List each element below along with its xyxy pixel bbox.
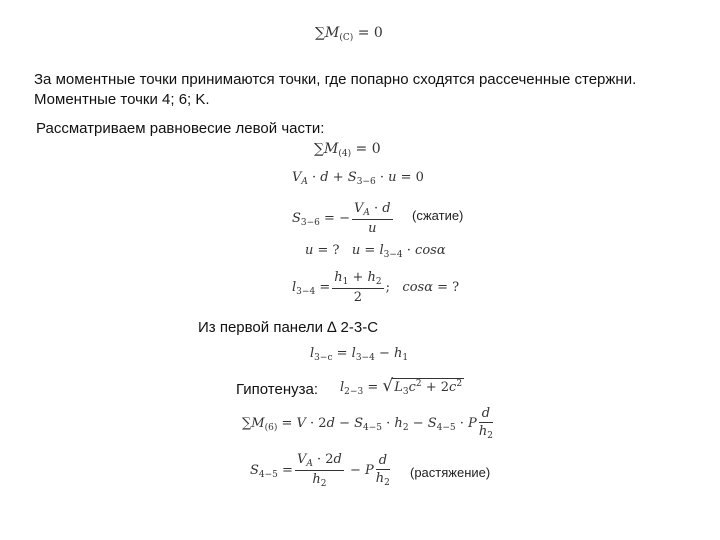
equation-l3c: $l_{3-c} = l_{3-4} - h_1$ bbox=[310, 346, 409, 363]
equation-sum-moments-4: $\sum M_{(4)} = 0$ bbox=[314, 141, 381, 159]
text-left-part-equilibrium: Рассматриваем равновесие левой части: bbox=[36, 120, 325, 137]
text-first-panel: Из первой панели ∆ 2-3-С bbox=[198, 319, 379, 336]
label-hypotenuse: Гипотенуза: bbox=[236, 381, 319, 398]
text-moment-points-list: Моментные точки 4; 6; K. bbox=[34, 91, 210, 108]
equation-s45: $S_{4-5}$ = $\frac{V_A \cdot 2d}{h_2}$ − P $\frac{d}{h_2}$ bbox=[250, 452, 390, 489]
equation-sum-moments-6: $\sum M_{(6)} = V \cdot 2d - S_{4-5} \cdot h_2 - S_{4-5} \cdot P$ $\frac{d}{h_2}$ bbox=[242, 406, 493, 441]
equation-s36: $S_{3-6}$ = − $\frac{V_A \cdot d}{u}$ bbox=[292, 201, 391, 236]
equation-hypotenuse: $l_{2-3} = √L_3c^2 + 2c^2$ bbox=[340, 376, 463, 397]
equation-sum-moments-c: $\sum M_{(С)} = 0$ bbox=[315, 25, 383, 43]
equation-l34: $l_{3-4}$ = $\frac{h_1 + h_2}{2}$ ; cosα = ? bbox=[292, 270, 460, 305]
note-compression: (сжатие) bbox=[412, 208, 464, 223]
equation-balance-point-4: $V_A \cdot d + S_{3-6} \cdot u = 0$ bbox=[292, 170, 424, 187]
text-moment-points-definition: За моментные точки принимаются точки, где попарно сходятся рассеченные стержни. bbox=[34, 71, 637, 88]
equation-u: u = ? $u = l_{3-4} \cdot \cos\alpha$ bbox=[305, 243, 446, 260]
note-tension: (растяжение) bbox=[410, 465, 491, 480]
